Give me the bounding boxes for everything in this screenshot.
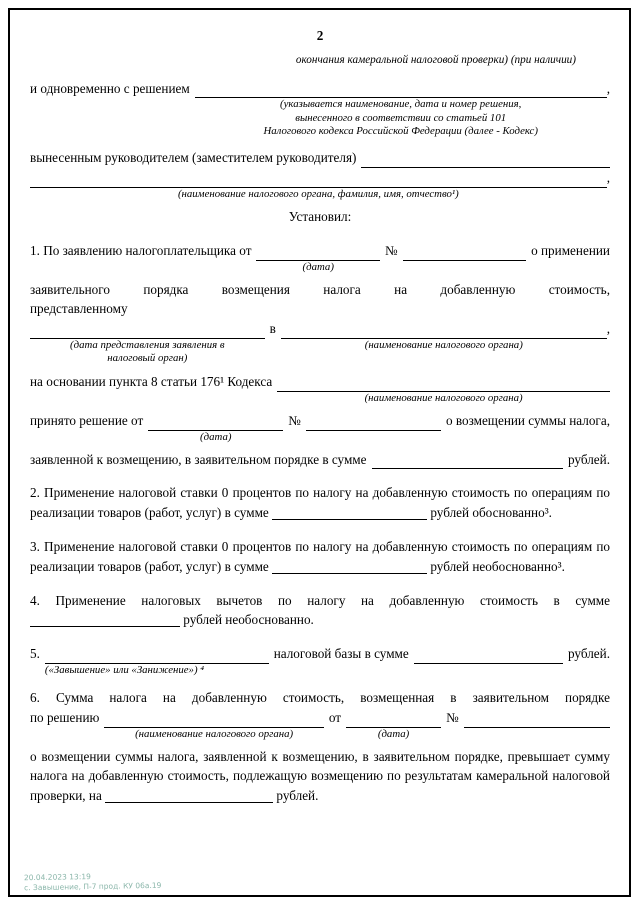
paragraph-3-tail: рублей необоснованно³. [430, 558, 565, 574]
org-field-hint: (наименование налогового органа) [364, 391, 523, 404]
authority-line [30, 168, 610, 200]
p1-application-line [30, 241, 610, 273]
basis-org-blank-field [277, 390, 610, 404]
p1-decision-text: принято решение от [30, 412, 144, 428]
p1-amount-text: заявленной к возмещению, в заявительном порядке в сумме [30, 451, 367, 467]
authority-blank-field [30, 186, 607, 200]
paragraph-4-tail: рублей необоснованно. [183, 612, 314, 628]
document-page [30, 26, 610, 820]
date-field-hint: (дата) [377, 727, 410, 740]
decision-org-blank-field [104, 726, 323, 740]
p1-decision-line [30, 411, 610, 443]
hint-line: (дата представления заявления в [70, 338, 225, 351]
submission-date-blank-field [30, 337, 265, 365]
comma: , [606, 321, 610, 337]
p6-line-1: 6. Сумма налога на добавленную стоимость, возмещенная в заявительном порядке [30, 689, 610, 705]
amount-blank-field [30, 625, 180, 627]
p6-decision-text: по решению [30, 709, 100, 725]
number-sign: № [446, 709, 459, 725]
issuer-blank-field [361, 166, 610, 168]
preposition-ot: от [328, 709, 342, 725]
paragraph-3 [30, 537, 610, 577]
decision-date-blank-field [346, 726, 441, 740]
p1-submission-line [30, 319, 610, 365]
application-date-blank-field [256, 259, 380, 273]
change-type-hint: («Завышение» или «Занижение») ⁴ [44, 663, 205, 676]
decision-line [30, 79, 610, 138]
number-sign: № [288, 412, 301, 428]
paragraph-6 [30, 688, 610, 806]
p1-basis-line [30, 372, 610, 404]
authority-field-hint: (наименование налогового органа, фамилия, имя, отчество¹) [177, 187, 459, 200]
p1-decision-tail: о возмещении суммы налога, [445, 412, 610, 428]
submission-field-hint [70, 339, 225, 366]
hint-line: вынесенного в соответствии со статьей 101 [295, 111, 507, 124]
rubles-label: рублей. [567, 451, 610, 467]
continuation-hint: окончания камеральной налоговой проверки) (при наличии) [295, 53, 576, 66]
paragraph-2-text: 2. Применение налоговой ставки 0 процентов по налогу на добавленную стоимость по операциям по реализации товаров (работ, услуг) в сумме [30, 485, 610, 521]
p6-body-text: о возмещении суммы налога, заявленной к возмещению, в заявительном порядке, превышает сумму налога на добавленную стоимость, подлежащую возмещению по результатам камеральной налоговой проверки, на [30, 748, 610, 804]
submission-org-blank-field [281, 337, 607, 351]
org-field-hint: (наименование налогового органа) [364, 338, 523, 351]
stamp-line: с. Завышение, П-7 прод. КУ 06а.19 [24, 880, 162, 893]
p5-middle-text: налоговой базы в сумме [273, 646, 409, 662]
paragraph-5 [30, 644, 610, 676]
decision-number-blank-field [306, 429, 441, 431]
p1-tail-text: о применении [531, 242, 610, 258]
basis-change-blank-field [44, 662, 269, 676]
p1-lead-text: 1. По заявлению налогоплательщика от [30, 242, 252, 258]
decision-field-hint [263, 98, 537, 138]
issued-by-text: вынесенным руководителем (заместителем руководителя) [30, 150, 357, 166]
date-field-hint: (дата) [302, 260, 334, 273]
date-field-hint: (дата) [200, 430, 232, 443]
application-number-blank-field [403, 259, 527, 261]
paragraph-3-text: 3. Применение налоговой ставки 0 процентов по налогу на добавленную стоимость по операциям по реализации товаров (работ, услуг) в сумме [30, 538, 610, 574]
amount-blank-field [272, 518, 427, 520]
amount-blank-field [272, 572, 427, 574]
comma: , [606, 80, 610, 96]
decision-line-text: и одновременно с решением [30, 80, 190, 96]
amount-blank-field [372, 467, 563, 469]
paragraph-2-tail: рублей обоснованно³. [430, 505, 552, 521]
amount-blank-field [105, 801, 273, 803]
paragraph-1 [30, 241, 610, 470]
paragraph-2 [30, 483, 610, 523]
p1-basis-text: на основании пункта 8 статьи 176¹ Кодекса [30, 373, 273, 389]
p1-amount-line [30, 450, 610, 470]
p1-line-2: заявительного порядка возмещения налога на добавленную стоимость, [30, 281, 610, 297]
section-heading: Установил: [288, 208, 352, 224]
paragraph-4-text: 4. Применение налоговых вычетов по налогу на добавленную стоимость в сумме [30, 592, 610, 608]
number-sign: № [385, 242, 398, 258]
decision-blank-field [195, 96, 607, 138]
amount-blank-field [414, 662, 563, 664]
hint-line: Налогового кодекса Российской Федерации (далее - Кодекс) [263, 125, 538, 138]
decision-date-blank-field [148, 429, 283, 443]
stamp-line: 20.04.2023 13:19 [23, 871, 91, 882]
hint-line: (указывается наименование, дата и номер решения, [280, 98, 522, 111]
p6-decision-line [30, 708, 610, 740]
p1-line-3: представленному [30, 301, 128, 317]
p6-body-tail: рублей. [276, 788, 319, 804]
faint-registration-stamp [24, 871, 162, 894]
preposition-v: в [269, 321, 276, 337]
page-number: 2 [316, 28, 324, 43]
comma: , [606, 170, 610, 186]
decision-number-blank-field [464, 726, 610, 728]
p5-number: 5. [30, 646, 40, 662]
issued-by-line [30, 148, 610, 168]
hint-line: налоговый орган) [107, 352, 188, 365]
p6-body [30, 747, 610, 806]
rubles-label: рублей. [567, 646, 610, 662]
paragraph-4 [30, 591, 610, 631]
org-field-hint: (наименование налогового органа) [135, 727, 294, 740]
